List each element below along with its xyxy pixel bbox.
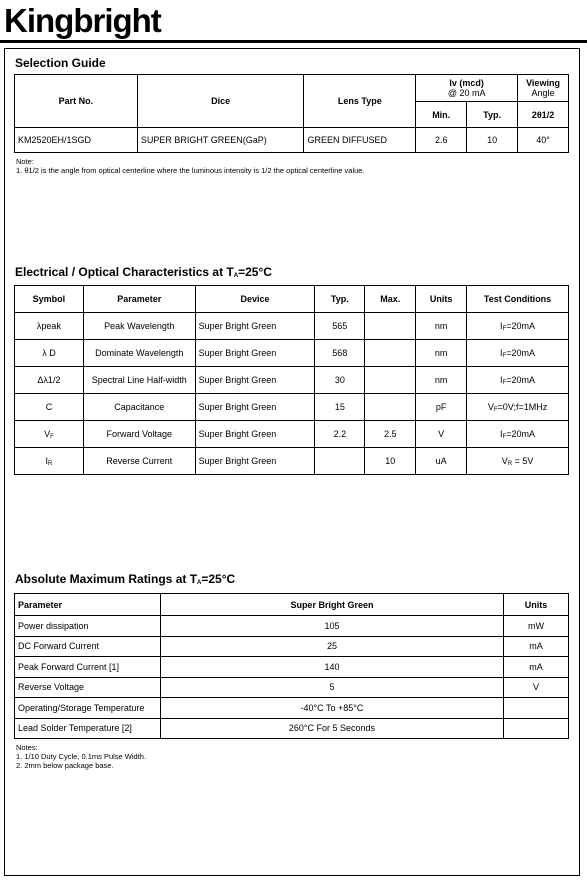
note-2: 2. 2mm below package base. — [16, 761, 114, 770]
cell-test-conditions — [467, 421, 569, 448]
cell-min: 2.6 — [416, 128, 467, 153]
test-sub: F — [502, 353, 507, 359]
table-row — [15, 677, 569, 698]
table-row — [15, 698, 569, 719]
note-label: Note: — [16, 157, 34, 166]
header-units: Units — [504, 594, 569, 616]
cell-parameter: Reverse Voltage — [15, 677, 161, 698]
cell-units: mA — [504, 636, 569, 657]
cell-parameter: Capacitance — [83, 394, 195, 421]
test-a: V — [487, 402, 494, 412]
cell-typ: 10 — [467, 128, 518, 153]
cell-units: uA — [416, 448, 467, 475]
kingbright-logo: Kingbright — [4, 2, 161, 39]
test-a: I — [500, 429, 503, 439]
cell-units: nm — [416, 367, 467, 394]
test-sub: R — [507, 461, 513, 467]
table-row — [15, 340, 569, 367]
test-b: =20mA — [506, 348, 536, 358]
cell-parameter: Dominate Wavelength — [83, 340, 195, 367]
test-sub: F — [493, 407, 498, 413]
cell-parameter: Peak Wavelength — [83, 313, 195, 340]
cell-test-conditions — [467, 448, 569, 475]
electrical-title — [15, 265, 272, 279]
cell-symbol — [15, 394, 84, 421]
cell-typ: 565 — [315, 313, 365, 340]
header-viewing — [518, 75, 569, 102]
cell-parameter: Reverse Current — [83, 448, 195, 475]
cell-parameter: Spectral Line Half-width — [83, 367, 195, 394]
test-a: V — [501, 456, 508, 466]
cell-parameter: Operating/Storage Temperature — [15, 698, 161, 719]
cell-device: Super Bright Green — [195, 448, 315, 475]
cell-max — [365, 313, 416, 340]
test-b: = 5V — [512, 456, 534, 466]
header-device: Device — [195, 286, 315, 313]
table-row — [15, 421, 569, 448]
cell-units: V — [504, 677, 569, 698]
absolute-table — [14, 593, 569, 739]
header-typ: Typ. — [315, 286, 365, 313]
header-parameter: Parameter — [83, 286, 195, 313]
cell-max: 2.5 — [365, 421, 416, 448]
cell-device: Super Bright Green — [195, 313, 315, 340]
table-row — [15, 657, 569, 678]
test-a: I — [500, 375, 503, 385]
cell-typ — [315, 448, 365, 475]
cell-value: 105 — [160, 616, 503, 637]
cell-device: Super Bright Green — [195, 394, 315, 421]
cell-dice: SUPER BRIGHT GREEN(GaP) — [137, 128, 304, 153]
cell-symbol — [15, 421, 84, 448]
header-rule — [0, 40, 587, 43]
header-dice: Dice — [137, 75, 304, 128]
cell-units: mA — [504, 657, 569, 678]
header-iv — [416, 75, 518, 102]
header-iv-line1: Iv (mcd) — [449, 78, 484, 88]
table-row — [15, 367, 569, 394]
test-b: =20mA — [506, 429, 536, 439]
cell-symbol — [15, 367, 84, 394]
cell-parameter: Lead Solder Temperature [2] — [15, 718, 161, 739]
test-b: =0V;f=1MHz — [497, 402, 548, 412]
header-device: Super Bright Green — [160, 594, 503, 616]
header-parameter: Parameter — [15, 594, 161, 616]
symbol-main: V — [44, 429, 51, 439]
header-view-line2: Angle — [531, 88, 555, 98]
header-units: Units — [416, 286, 467, 313]
cell-symbol — [15, 313, 84, 340]
table-row — [15, 636, 569, 657]
cell-units: nm — [416, 313, 467, 340]
cell-value: -40°C To +85°C — [160, 698, 503, 719]
electrical-title-text: Electrical / Optical Characteristics at T — [15, 265, 234, 279]
test-sub: F — [502, 380, 507, 386]
cell-units — [504, 718, 569, 739]
header-part-no: Part No. — [15, 75, 138, 128]
cell-max: 10 — [365, 448, 416, 475]
cell-part-no: KM2520EH/1SGD — [15, 128, 138, 153]
table-row — [15, 718, 569, 739]
cell-parameter: Power dissipation — [15, 616, 161, 637]
cell-typ: 15 — [315, 394, 365, 421]
cell-lens: GREEN DIFFUSED — [304, 128, 416, 153]
cell-units: V — [416, 421, 467, 448]
cell-units: nm — [416, 340, 467, 367]
absolute-title-tail: =25°C — [201, 572, 236, 586]
header-typ: Typ. — [467, 102, 518, 128]
test-b: =20mA — [506, 321, 536, 331]
table-row — [15, 394, 569, 421]
header-test-conditions: Test Conditions — [467, 286, 569, 313]
test-b: =20mA — [506, 375, 536, 385]
symbol-sub: F — [50, 434, 54, 440]
test-a: I — [500, 348, 503, 358]
cell-parameter: DC Forward Current — [15, 636, 161, 657]
symbol-main: λ D — [42, 348, 56, 358]
test-sub: F — [502, 434, 507, 440]
cell-device: Super Bright Green — [195, 340, 315, 367]
symbol-sub: R — [48, 461, 53, 467]
cell-units: pF — [416, 394, 467, 421]
absolute-title — [15, 572, 235, 586]
cell-units — [504, 698, 569, 719]
electrical-title-tail: =25°C — [238, 265, 272, 279]
table-row — [15, 616, 569, 637]
cell-device: Super Bright Green — [195, 367, 315, 394]
cell-value: 140 — [160, 657, 503, 678]
selection-guide-table — [14, 74, 569, 153]
electrical-table — [14, 285, 569, 475]
absolute-title-sub: A — [197, 580, 202, 586]
test-a: I — [500, 321, 503, 331]
symbol-main: I — [45, 456, 49, 466]
table-row — [15, 448, 569, 475]
symbol-main: λpeak — [36, 321, 61, 331]
header-view-line1: Viewing — [526, 78, 560, 88]
cell-device: Super Bright Green — [195, 421, 315, 448]
cell-parameter: Forward Voltage — [83, 421, 195, 448]
symbol-main: Δλ1/2 — [37, 375, 61, 385]
cell-test-conditions — [467, 340, 569, 367]
cell-parameter: Peak Forward Current [1] — [15, 657, 161, 678]
cell-units: mW — [504, 616, 569, 637]
header-theta: 2θ1/2 — [518, 102, 569, 128]
cell-typ: 2.2 — [315, 421, 365, 448]
cell-value: 260°C For 5 Seconds — [160, 718, 503, 739]
cell-value: 5 — [160, 677, 503, 698]
symbol-main: C — [45, 402, 53, 412]
cell-max — [365, 394, 416, 421]
cell-symbol — [15, 340, 84, 367]
cell-angle: 40° — [518, 128, 569, 153]
cell-typ: 568 — [315, 340, 365, 367]
cell-test-conditions — [467, 367, 569, 394]
note-1: 1. 1/10 Duty Cycle, 0.1ms Pulse Width. — [16, 752, 147, 761]
header-min: Min. — [416, 102, 467, 128]
cell-value: 25 — [160, 636, 503, 657]
header-lens-type: Lens Type — [304, 75, 416, 128]
header-iv-line2: @ 20 mA — [447, 88, 486, 98]
cell-test-conditions — [467, 394, 569, 421]
note-text: 1. θ1/2 is the angle from optical centerline where the luminous intensity is 1/2 the optical centerline value. — [16, 166, 365, 175]
header-max: Max. — [365, 286, 416, 313]
cell-max — [365, 367, 416, 394]
table-row — [15, 313, 569, 340]
cell-symbol — [15, 448, 84, 475]
cell-typ: 30 — [315, 367, 365, 394]
cell-max — [365, 340, 416, 367]
selection-guide-title: Selection Guide — [15, 56, 106, 70]
notes-label: Notes: — [16, 743, 38, 752]
cell-test-conditions — [467, 313, 569, 340]
absolute-title-text: Absolute Maximum Ratings at T — [15, 572, 198, 586]
absolute-notes — [16, 743, 146, 770]
electrical-title-sub: A — [233, 273, 239, 279]
header-symbol: Symbol — [15, 286, 84, 313]
test-sub: F — [502, 326, 507, 332]
selection-note — [16, 157, 365, 175]
